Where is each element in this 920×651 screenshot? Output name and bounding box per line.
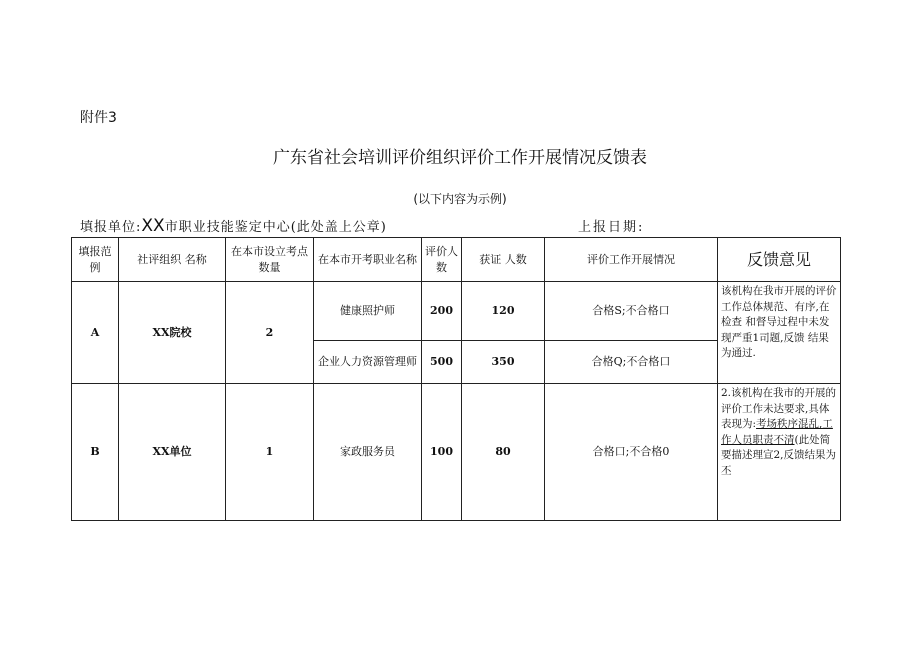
header-cert-count: 获证 人数 [462,238,545,282]
row-a-occupation-1: 健康照护师 [314,282,422,341]
header-example: 填报范例 [72,238,119,282]
row-b-org: XX单位 [119,384,226,521]
row-b-points: 1 [226,384,314,521]
report-date-label: 上报日期: [578,220,645,235]
fill-unit-value: 市职业技能鉴定中心(此处盖上公章) [164,220,387,235]
fill-unit-line [80,216,387,236]
row-a-eval-2: 500 [422,341,462,384]
header-status: 评价工作开展情况 [545,238,718,282]
row-a-status-2: 合格Q;不合格口 [545,341,718,384]
row-a-occupation-2: 企业人力资源管理师 [314,341,422,384]
row-b-occupation: 家政服务员 [314,384,422,521]
header-occupation: 在本市开考职业名称 [314,238,422,282]
row-a-status-1: 合格S;不合格口 [545,282,718,341]
header-org: 社评组织 名称 [119,238,226,282]
header-eval-count: 评价人数 [422,238,462,282]
row-a-cert-1: 120 [462,282,545,341]
page-title: 广东省社会培训评价组织评价工作开展情况反馈表 [273,148,647,168]
row-b-eval: 100 [422,384,462,521]
row-a-points: 2 [226,282,314,384]
table-row [72,282,841,341]
row-b-feedback [718,384,841,521]
table-row [72,384,841,521]
fill-unit-prefix: XX [141,216,165,236]
row-b-feedback-main: 2.该机构在我市的开展的评价工作未达要求,具体表现为: [721,387,837,430]
attachment-label: 附件3 [80,110,117,126]
header-row [72,238,841,282]
row-a-feedback: 该机构在我市开展的评价工作总体规范、有序,在检查 和督导过程中未发 现严重1司题,反馈 结果为通过. [718,282,841,384]
row-a-cert-2: 350 [462,341,545,384]
row-b-feedback-underlined: 考场秩序混乱,工作人员职责不清 [721,418,833,446]
row-b-label: B [72,384,119,521]
row-a-eval-1: 200 [422,282,462,341]
row-b-status: 合格口;不合格0 [545,384,718,521]
row-a-org: XX院校 [119,282,226,384]
fill-unit-label: 填报单位: [80,220,142,235]
header-points: 在本市设立考点数量 [226,238,314,282]
header-feedback: 反馈意见 [718,238,841,282]
row-a-label: A [72,282,119,384]
feedback-table [71,237,841,521]
row-b-feedback-tail: (此处简要描述理宣2,反馈结果为丕 [721,433,837,477]
row-b-cert: 80 [462,384,545,521]
page-subtitle: (以下内容为示例) [413,192,507,206]
